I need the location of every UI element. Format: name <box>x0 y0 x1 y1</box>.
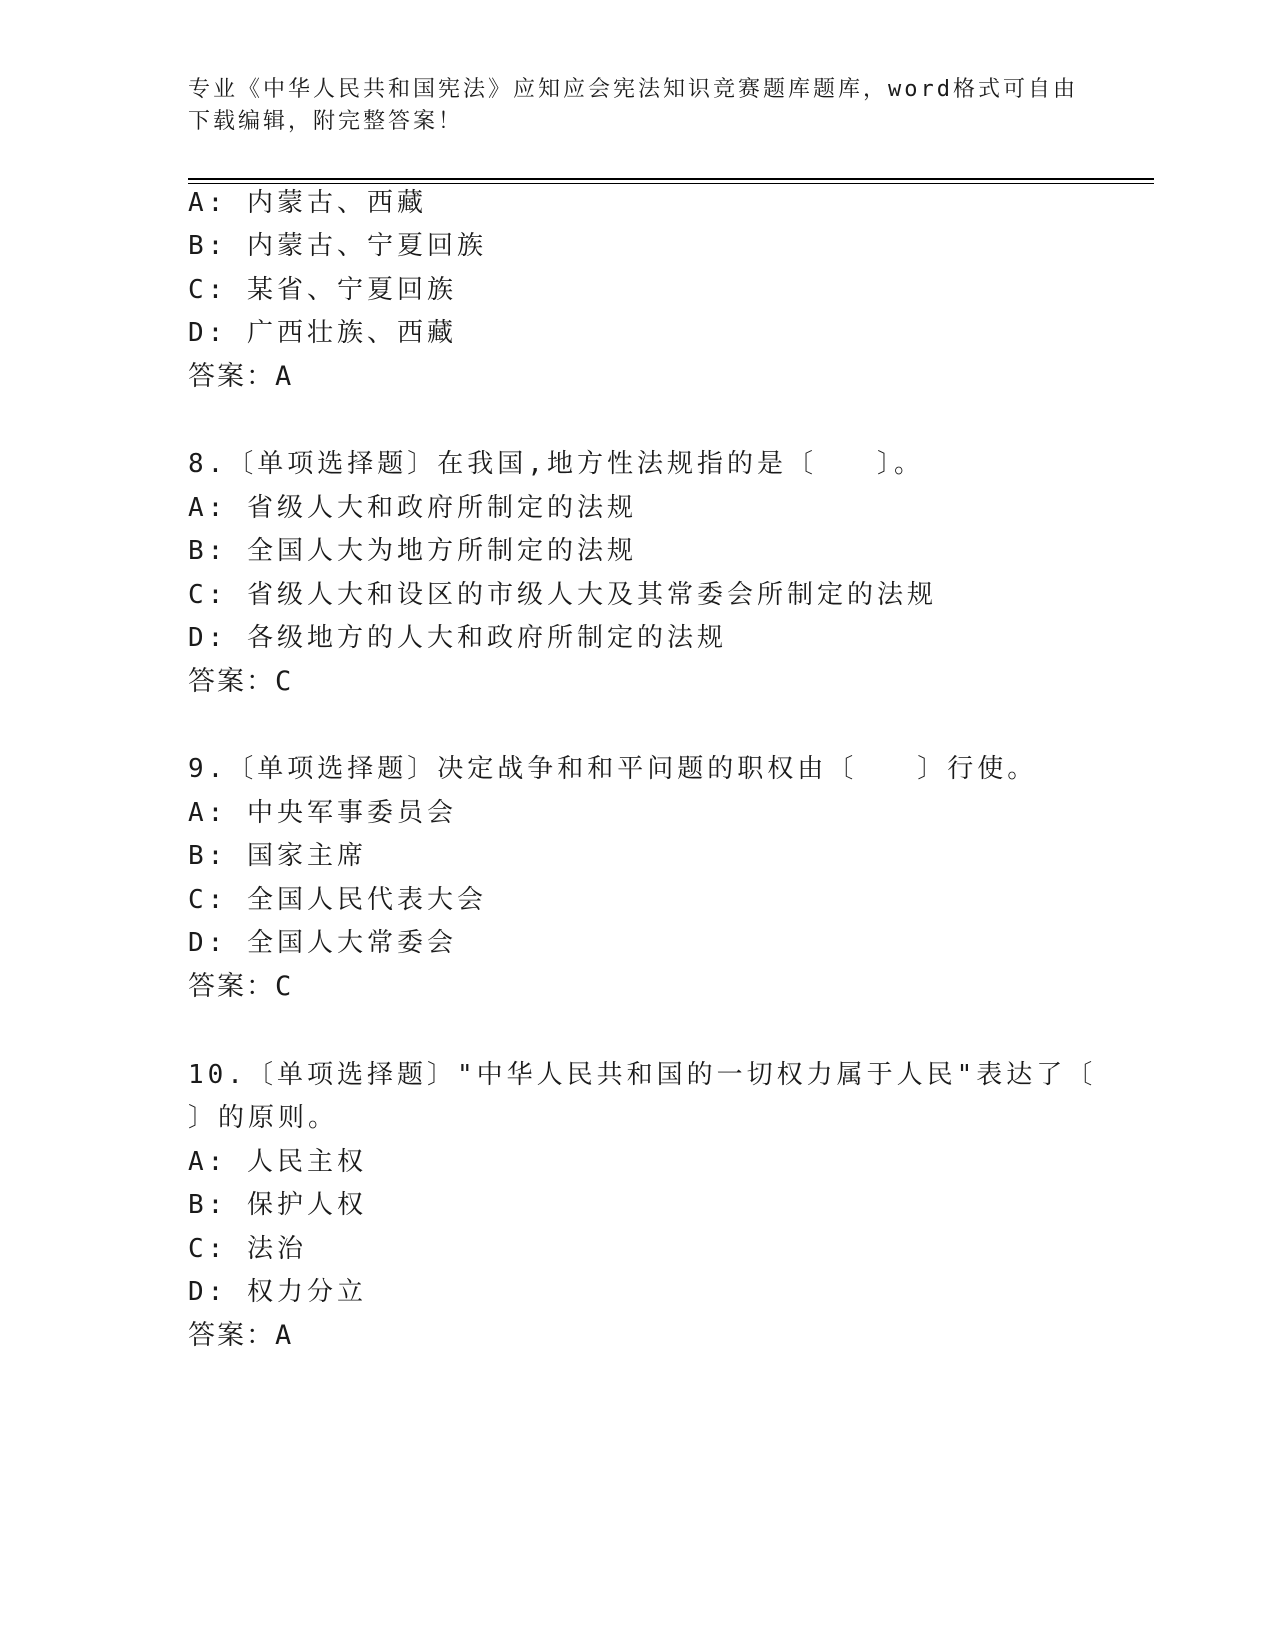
q9-stem: 9.〔单项选择题〕决定战争和和平问题的职权由〔 〕行使。 <box>188 754 1038 784</box>
header-line-2: 下载编辑，附完整答案！ <box>188 109 464 134</box>
answer-value: C <box>275 666 294 697</box>
q7-option-a: A: 内蒙古、西藏 <box>188 188 427 218</box>
q7-option-c: C: 某省、宁夏回族 <box>188 275 457 305</box>
q9-option-a: A: 中央军事委员会 <box>188 798 457 828</box>
q9-option-b: B: 国家主席 <box>188 841 367 871</box>
header-line-1: 专业《中华人民共和国宪法》应知应会宪法知识竞赛题库题库，word格式可自由 <box>188 77 1078 102</box>
answer-label: 答案： <box>188 666 275 697</box>
q10-option-d: D: 权力分立 <box>188 1277 367 1307</box>
q10-answer <box>188 1316 293 1356</box>
q10-stem-line-1: 10.〔单项选择题〕"中华人民共和国的一切权力属于人民"表达了〔 <box>188 1060 1097 1090</box>
q10-option-b: B: 保护人权 <box>188 1190 367 1220</box>
answer-value: A <box>275 361 294 392</box>
document-header <box>188 74 1088 138</box>
q10-option-a: A: 人民主权 <box>188 1147 367 1177</box>
q7-answer <box>188 357 293 397</box>
q8-option-d: D: 各级地方的人大和政府所制定的法规 <box>188 623 727 653</box>
q7-option-d: D: 广西壮族、西藏 <box>188 318 457 348</box>
answer-label: 答案： <box>188 1320 275 1351</box>
answer-value: A <box>275 1320 294 1351</box>
q8-answer <box>188 662 293 702</box>
q8-stem: 8.〔单项选择题〕在我国,地方性法规指的是〔 〕。 <box>188 449 924 479</box>
q8-option-c: C: 省级人大和设区的市级人大及其常委会所制定的法规 <box>188 580 937 610</box>
answer-label: 答案： <box>188 971 275 1002</box>
q10-option-c: C: 法治 <box>188 1234 307 1264</box>
q10-stem-line-2: 〕的原则。 <box>188 1103 339 1133</box>
header-divider-thick <box>188 178 1154 180</box>
q9-answer <box>188 967 293 1007</box>
q9-option-d: D: 全国人大常委会 <box>188 928 457 958</box>
q9-option-c: C: 全国人民代表大会 <box>188 885 487 915</box>
q7-option-b: B: 内蒙古、宁夏回族 <box>188 231 487 261</box>
answer-label: 答案： <box>188 361 275 392</box>
answer-value: C <box>275 971 294 1002</box>
q8-option-b: B: 全国人大为地方所制定的法规 <box>188 536 637 566</box>
q8-option-a: A: 省级人大和政府所制定的法规 <box>188 493 637 523</box>
